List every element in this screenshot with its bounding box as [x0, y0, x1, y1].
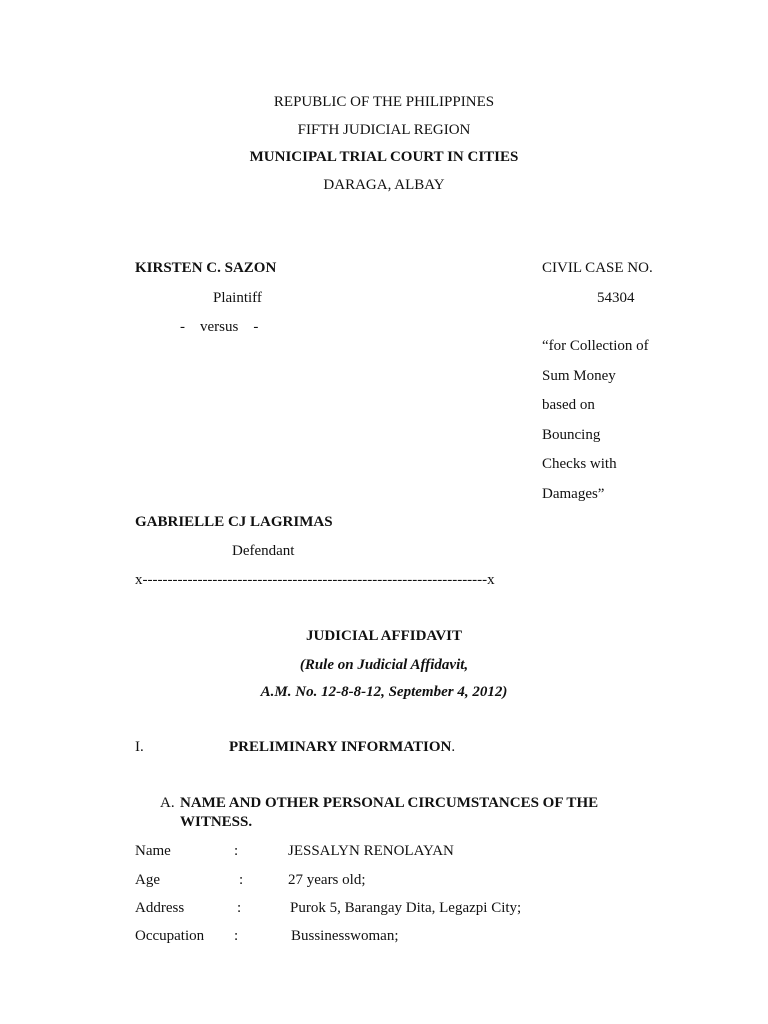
- section-number: I.: [135, 739, 144, 755]
- case-nature-line: Checks with: [542, 456, 617, 472]
- section-title: [229, 739, 455, 756]
- subsection-letter: A.: [160, 795, 175, 811]
- case-nature-line: Sum Money: [542, 368, 616, 384]
- case-nature-line: Damages”: [542, 486, 605, 502]
- info-colon: :: [234, 928, 239, 944]
- info-label-age: Age: [135, 872, 160, 888]
- defendant-name: GABRIELLE CJ LAGRIMAS: [135, 514, 333, 530]
- document-subtitle-am: A.M. No. 12-8-8-12, September 4, 2012): [260, 684, 508, 700]
- info-value-address: Purok 5, Barangay Dita, Legazpi City;: [290, 900, 522, 916]
- info-label-address: Address: [135, 900, 185, 916]
- versus-label: - versus -: [180, 319, 259, 335]
- defendant-role: Defendant: [232, 543, 295, 559]
- subsection-title-continued: WITNESS.: [180, 814, 253, 830]
- info-value-name: JESSALYN RENOLAYAN: [288, 843, 454, 859]
- document-subtitle-rule: (Rule on Judicial Affidavit,: [299, 657, 469, 673]
- info-value-occupation: Bussinesswoman;: [291, 928, 399, 944]
- case-nature-line: Bouncing: [542, 427, 601, 443]
- heading-republic: REPUBLIC OF THE PHILIPPINES: [273, 94, 495, 110]
- case-number: 54304: [597, 290, 635, 306]
- subsection-title: NAME AND OTHER PERSONAL CIRCUMSTANCES OF THE: [180, 795, 599, 811]
- info-colon: :: [234, 843, 239, 859]
- caption-separator: x---------------------------------------------------------------------x: [135, 572, 495, 588]
- heading-location: DARAGA, ALBAY: [323, 177, 445, 193]
- info-label-occupation: Occupation: [135, 928, 205, 944]
- document-title: JUDICIAL AFFIDAVIT: [305, 628, 462, 644]
- section-title-text: PRELIMINARY INFORMATION: [229, 739, 452, 755]
- info-value-age: 27 years old;: [288, 872, 366, 888]
- section-title-period: .: [451, 739, 456, 755]
- heading-region: FIFTH JUDICIAL REGION: [297, 122, 471, 138]
- plaintiff-name: KIRSTEN C. SAZON: [135, 260, 277, 276]
- heading-court: MUNICIPAL TRIAL COURT IN CITIES: [249, 149, 519, 165]
- case-nature-line: “for Collection of: [542, 338, 649, 354]
- plaintiff-role: Plaintiff: [213, 290, 262, 306]
- info-colon: :: [237, 900, 242, 916]
- case-nature-line: based on: [542, 397, 595, 413]
- case-number-label: CIVIL CASE NO.: [542, 260, 653, 276]
- info-colon: :: [239, 872, 244, 888]
- info-label-name: Name: [135, 843, 171, 859]
